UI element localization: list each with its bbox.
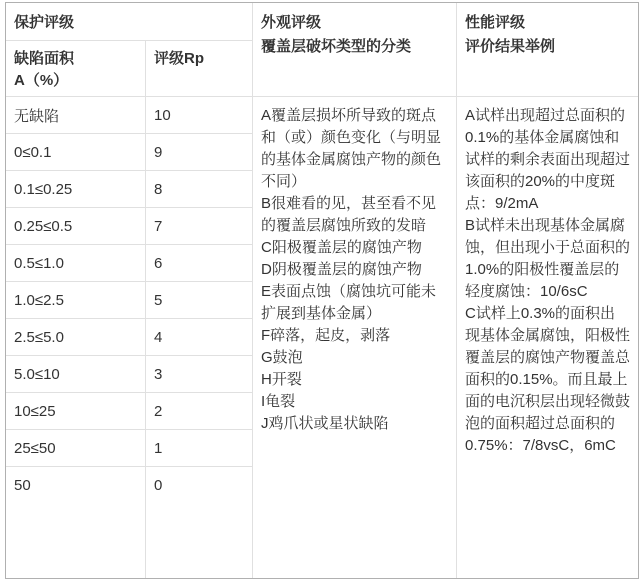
table-row — [6, 171, 252, 208]
table-row — [6, 208, 252, 245]
rating-rp-cell: 8 — [154, 180, 163, 198]
rating-rp-cell: 4 — [154, 328, 163, 346]
protection-rating-title: 保护评级 — [6, 3, 252, 41]
performance-example: B试样未出现基体金属腐蚀，但出现小于总面积的1.0%的阳极性覆盖层的轻度腐蚀：10/6sC — [465, 217, 631, 300]
classification-item: J鸡爪状或星状缺陷 — [261, 415, 389, 432]
performance-rating-column — [457, 3, 638, 578]
appearance-classification-list — [253, 97, 456, 578]
performance-examples — [457, 97, 638, 578]
rating-rp-cell: 2 — [154, 402, 163, 420]
classification-item: B很难看的见，甚至看不见的覆盖层腐蚀所致的发暗 — [261, 195, 437, 234]
performance-rating-header — [457, 3, 638, 97]
table-row — [6, 134, 252, 171]
appearance-rating-title: 外观评级 — [261, 14, 322, 31]
performance-example: 0.75%：7/8vsC，6mC — [465, 437, 616, 454]
classification-item: G鼓泡 — [261, 349, 303, 366]
defect-area-cell: 1.0≤2.5 — [6, 282, 146, 318]
classification-item: F碎落，起皮，剥落 — [261, 327, 391, 344]
performance-rating-subtitle: 评价结果举例 — [465, 38, 556, 55]
performance-example: A试样出现超过总面积的0.1%的基体金属腐蚀和试样的剩余表面出现超过该面积的20%的中度斑点：9/2mA — [465, 107, 631, 212]
rating-rp-cell: 10 — [154, 106, 171, 124]
defect-area-cell: 0.25≤0.5 — [6, 208, 146, 244]
ratings-table — [5, 2, 639, 579]
table-row — [6, 356, 252, 393]
defect-area-cell: 2.5≤5.0 — [6, 319, 146, 355]
table-row — [6, 245, 252, 282]
table-row — [6, 430, 252, 467]
appearance-rating-header — [253, 3, 456, 97]
classification-item: I龟裂 — [261, 393, 296, 410]
defect-area-cell: 50 — [6, 467, 146, 578]
classification-item: A覆盖层损坏所导致的斑点和（或）颜色变化（与明显的基体金属腐蚀产物的颜色不同） — [261, 107, 442, 190]
protection-subheader-row — [6, 41, 252, 97]
classification-item: D阴极覆盖层的腐蚀产物 — [261, 261, 422, 278]
defect-area-header-line1: 缺陷面积 — [14, 50, 75, 67]
table-row — [6, 282, 252, 319]
rating-rp-cell: 1 — [154, 439, 163, 457]
defect-area-cell: 无缺陷 — [6, 97, 146, 133]
classification-item: C阳极覆盖层的腐蚀产物 — [261, 239, 422, 256]
rating-rp-cell: 5 — [154, 291, 163, 309]
defect-area-cell: 0.1≤0.25 — [6, 171, 146, 207]
table-row — [6, 467, 252, 578]
rating-rp-cell: 7 — [154, 217, 163, 235]
rating-rp-cell: 3 — [154, 365, 163, 383]
table-row — [6, 319, 252, 356]
table-row — [6, 393, 252, 430]
classification-item: E表面点蚀（腐蚀坑可能未扩展到基体金属） — [261, 283, 437, 322]
classification-item: H开裂 — [261, 371, 302, 388]
appearance-rating-subtitle: 覆盖层破坏类型的分类 — [261, 38, 412, 55]
defect-area-cell: 0.5≤1.0 — [6, 245, 146, 281]
rating-rp-header: 评级Rp — [154, 50, 204, 67]
table-row — [6, 97, 252, 134]
defect-area-cell: 0≤0.1 — [6, 134, 146, 170]
defect-area-cell: 5.0≤10 — [6, 356, 146, 392]
rating-rp-cell: 0 — [154, 477, 163, 494]
performance-example: C试样上0.3%的面积出现基体金属腐蚀，阳极性覆盖层的腐蚀产物覆盖总面积的0.15%。而且最上面的电沉积层出现轻微鼓泡的面积超过总面积的 — [465, 305, 631, 432]
defect-area-header-line2: A（%） — [14, 72, 69, 89]
protection-rating-column — [6, 3, 253, 578]
appearance-rating-column — [253, 3, 457, 578]
rating-rp-cell: 9 — [154, 143, 163, 161]
rating-rp-cell: 6 — [154, 254, 163, 272]
performance-rating-title: 性能评级 — [465, 14, 526, 31]
defect-area-header — [6, 41, 146, 96]
defect-area-cell: 10≤25 — [6, 393, 146, 429]
defect-area-cell: 25≤50 — [6, 430, 146, 466]
